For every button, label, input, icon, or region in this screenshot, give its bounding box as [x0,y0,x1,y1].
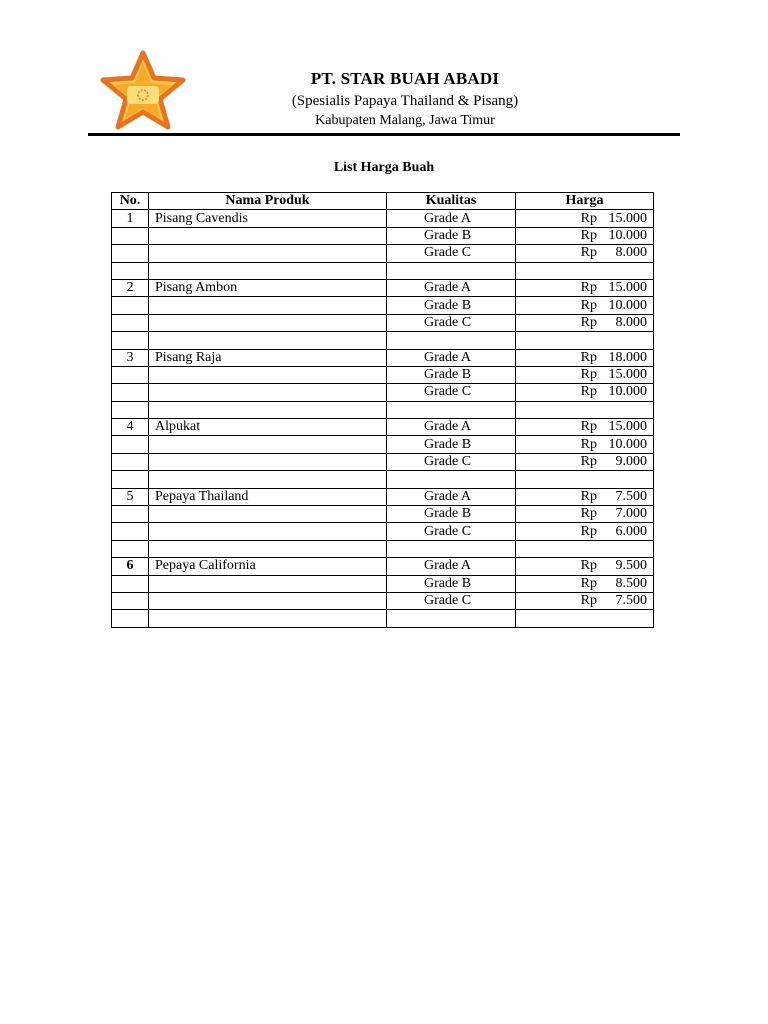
product-name [149,245,387,262]
price-amount: 7.500 [615,593,647,609]
empty-cell [516,540,654,557]
price-amount: 9.500 [615,558,647,574]
product-price [516,558,654,575]
product-price [516,279,654,296]
product-name [149,314,387,331]
empty-cell [516,471,654,488]
table-row [112,384,654,401]
empty-cell [149,262,387,279]
product-number [112,523,149,540]
page-title: List Harga Buah [333,160,435,175]
product-number [112,453,149,470]
empty-cell [149,401,387,418]
table-row [112,453,654,470]
product-number [112,297,149,314]
currency-label: Rp [580,436,597,452]
product-price [516,436,654,453]
company-address: Kabupaten Malang, Jawa Timur [315,113,495,128]
header-name: Nama Produk [149,193,387,210]
product-price [516,592,654,609]
empty-cell [149,540,387,557]
product-grade: Grade C [387,592,516,609]
spacer-row [112,401,654,418]
currency-label: Rp [580,314,597,330]
product-name [149,297,387,314]
table-row [112,279,654,296]
spacer-row [112,610,654,627]
product-name [149,592,387,609]
price-amount: 7.000 [615,506,647,522]
product-number [112,314,149,331]
empty-cell [387,332,516,349]
product-name [149,506,387,523]
empty-cell [149,332,387,349]
spacer-row [112,471,654,488]
empty-cell [387,262,516,279]
product-number [112,384,149,401]
empty-cell [112,471,149,488]
product-price [516,419,654,436]
product-grade: Grade A [387,419,516,436]
product-name [149,436,387,453]
product-grade: Grade C [387,314,516,331]
product-grade: Grade B [387,506,516,523]
product-price [516,245,654,262]
product-name: Pepaya Thailand [149,488,387,505]
price-amount: 15.000 [608,419,647,435]
product-price [516,523,654,540]
product-name: Pisang Cavendis [149,210,387,227]
currency-label: Rp [580,210,597,226]
table-row [112,366,654,383]
price-amount: 10.000 [608,384,647,400]
product-grade: Grade A [387,488,516,505]
table-row [112,575,654,592]
product-price [516,575,654,592]
currency-label: Rp [580,575,597,591]
company-tagline: (Spesialis Papaya Thailand & Pisang) [291,93,519,109]
price-amount: 15.000 [608,280,647,296]
product-price [516,314,654,331]
product-number: 4 [112,419,149,436]
price-amount: 15.000 [608,210,647,226]
product-grade: Grade B [387,366,516,383]
currency-label: Rp [580,367,597,383]
product-grade: Grade A [387,558,516,575]
empty-cell [516,610,654,627]
product-number [112,366,149,383]
product-name: Alpukat [149,419,387,436]
currency-label: Rp [580,506,597,522]
empty-cell [516,332,654,349]
currency-label: Rp [580,593,597,609]
product-number: 5 [112,488,149,505]
currency-label: Rp [580,454,597,470]
price-amount: 8.500 [615,575,647,591]
table-row [112,210,654,227]
price-amount: 6.000 [615,523,647,539]
currency-label: Rp [580,558,597,574]
empty-cell [149,471,387,488]
empty-cell [112,262,149,279]
product-name [149,366,387,383]
table-row [112,592,654,609]
currency-label: Rp [580,488,597,504]
product-price [516,227,654,244]
product-name [149,227,387,244]
table-row [112,297,654,314]
spacer-row [112,540,654,557]
table-row [112,523,654,540]
spacer-row [112,262,654,279]
price-amount: 8.000 [615,314,647,330]
price-amount: 10.000 [608,227,647,243]
currency-label: Rp [580,297,597,313]
table-row [112,436,654,453]
product-grade: Grade B [387,227,516,244]
product-grade: Grade A [387,279,516,296]
price-amount: 15.000 [608,367,647,383]
price-amount: 18.000 [608,349,647,365]
product-grade: Grade C [387,245,516,262]
table-row [112,227,654,244]
table-row [112,488,654,505]
header-divider [88,133,680,136]
currency-label: Rp [580,227,597,243]
letterhead [250,68,560,131]
currency-label: Rp [580,419,597,435]
empty-cell [112,610,149,627]
product-price [516,366,654,383]
empty-cell [516,262,654,279]
product-price [516,488,654,505]
empty-cell [387,540,516,557]
table-header-row [112,193,654,210]
product-number [112,575,149,592]
price-amount: 8.000 [615,245,647,261]
price-amount: 10.000 [608,297,647,313]
empty-cell [112,332,149,349]
product-number: 1 [112,210,149,227]
header-grade: Kualitas [387,193,516,210]
table-row [112,506,654,523]
empty-cell [387,401,516,418]
product-name [149,523,387,540]
product-number: 3 [112,349,149,366]
product-number [112,592,149,609]
price-table-body [112,210,654,627]
currency-label: Rp [580,349,597,365]
product-name [149,384,387,401]
header-price: Harga [516,193,654,210]
product-price [516,349,654,366]
table-row [112,245,654,262]
product-name [149,453,387,470]
product-price [516,453,654,470]
product-grade: Grade C [387,384,516,401]
product-price [516,297,654,314]
product-number [112,506,149,523]
currency-label: Rp [580,280,597,296]
currency-label: Rp [580,245,597,261]
price-amount: 7.500 [615,488,647,504]
product-number [112,436,149,453]
empty-cell [516,401,654,418]
product-number [112,245,149,262]
product-grade: Grade C [387,523,516,540]
product-grade: Grade B [387,436,516,453]
empty-cell [149,610,387,627]
table-row [112,314,654,331]
product-price [516,384,654,401]
empty-cell [387,610,516,627]
product-price [516,506,654,523]
product-number [112,227,149,244]
star-logo-icon [97,50,189,132]
product-grade: Grade A [387,210,516,227]
table-row [112,349,654,366]
product-price [516,210,654,227]
product-name: Pepaya California [149,558,387,575]
product-name: Pisang Ambon [149,279,387,296]
product-name: Pisang Raja [149,349,387,366]
price-amount: 10.000 [608,436,647,452]
spacer-row [112,332,654,349]
header-no: No. [112,193,149,210]
product-number: 2 [112,279,149,296]
table-row [112,419,654,436]
product-name [149,575,387,592]
price-amount: 9.000 [615,454,647,470]
currency-label: Rp [580,384,597,400]
currency-label: Rp [580,523,597,539]
product-grade: Grade A [387,349,516,366]
table-row [112,558,654,575]
product-grade: Grade B [387,575,516,592]
empty-cell [112,540,149,557]
company-name: PT. STAR BUAH ABADI [310,69,500,88]
product-number: 6 [112,558,149,575]
empty-cell [112,401,149,418]
product-grade: Grade B [387,297,516,314]
product-grade: Grade C [387,453,516,470]
empty-cell [387,471,516,488]
price-table [111,192,654,628]
